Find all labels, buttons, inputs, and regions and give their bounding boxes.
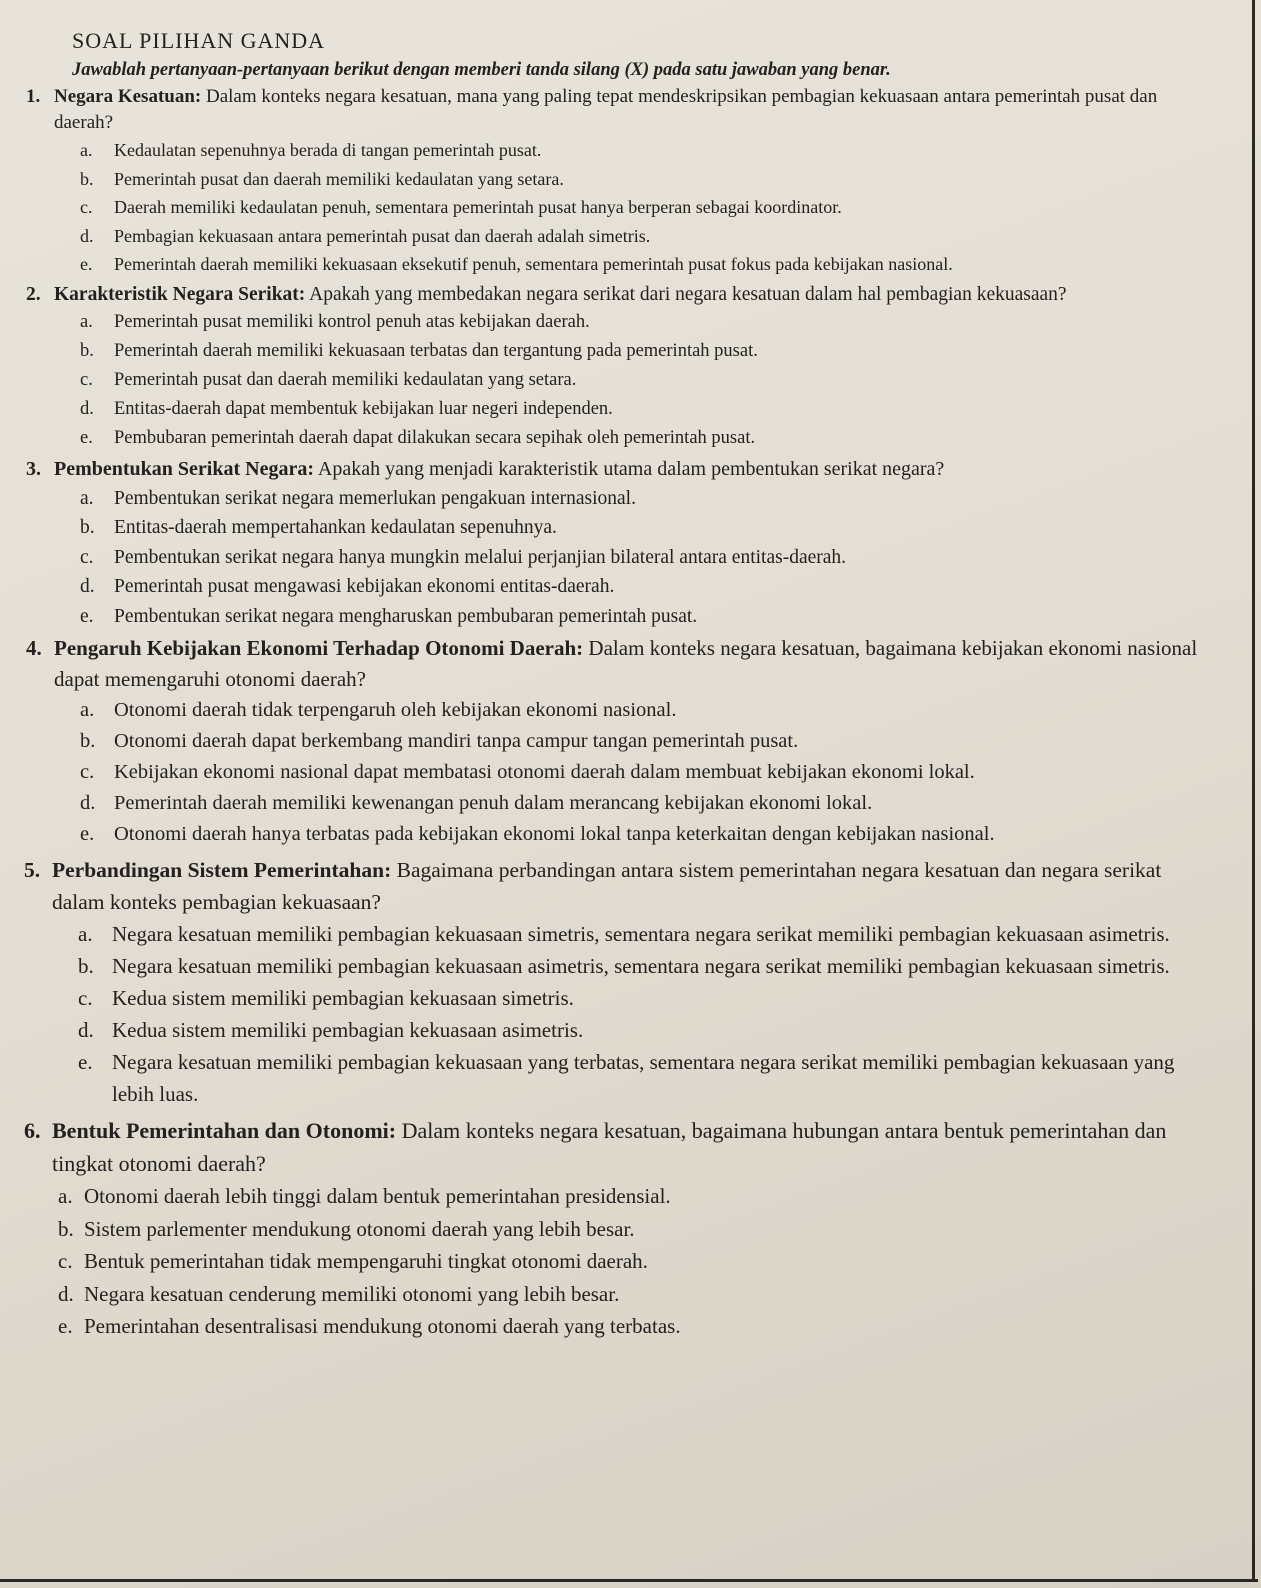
answer-option[interactable]	[78, 950, 1218, 982]
option-letter: c.	[80, 369, 93, 390]
answer-option[interactable]	[80, 572, 1218, 602]
option-text: Pemerintah pusat dan daerah memiliki kedaulatan yang setara.	[114, 168, 564, 189]
option-text: Pembentukan serikat negara memerlukan pengakuan internasional.	[114, 487, 636, 509]
answer-option[interactable]	[80, 513, 1218, 543]
section-title: SOAL PILIHAN GANDA	[72, 28, 326, 53]
question-stem	[26, 633, 1218, 695]
question-text-wrapper	[52, 854, 1218, 918]
instruction-text: Jawablah pertanyaan-pertanyaan berikut dengan memberi tanda silang (X) pada satu jawaban yang benar.	[72, 60, 891, 80]
option-text: Pembentukan serikat negara hanya mungkin melalui perjanjian bilateral antara entitas-daerah.	[114, 546, 847, 568]
question-4	[26, 633, 1218, 850]
option-text: Pemerintahan desentralisasi mendukung otonomi daerah yang terbatas.	[84, 1314, 681, 1338]
question-text-wrapper	[54, 84, 1218, 136]
option-text: Negara kesatuan cenderung memiliki otonomi yang lebih besar.	[84, 1281, 620, 1306]
question-text-wrapper	[54, 281, 1218, 308]
question-topic: Pengaruh Kebijakan Ekonomi Terhadap Otonomi Daerah:	[54, 636, 584, 660]
option-letter: c.	[80, 546, 94, 568]
question-number: 3.	[26, 457, 41, 480]
answer-option[interactable]	[80, 222, 1218, 251]
option-letter: b.	[78, 954, 94, 978]
answer-option[interactable]	[80, 395, 1218, 424]
option-letter: a.	[80, 311, 93, 332]
option-text: Daerah memiliki kedaulatan penuh, sementara pemerintah pusat hanya berperan sebagai koordinator.	[114, 197, 842, 217]
answer-option[interactable]	[58, 1310, 1218, 1343]
answer-option[interactable]	[58, 1213, 1218, 1246]
answer-option[interactable]	[80, 543, 1218, 573]
option-letter: d.	[78, 1018, 94, 1042]
option-text: Pemerintah daerah memiliki kekuasaan eksekutif penuh, sementara pemerintah pusat fokus pada kebijakan nasional.	[114, 254, 953, 274]
question-text: Bagaimana perbandingan antara sistem pemerintahan negara kesatuan dan negara serikat dalam konteks pembagian kekuasaan?	[52, 858, 1162, 914]
option-letter: d.	[58, 1281, 74, 1306]
option-letter: d.	[80, 398, 94, 419]
option-letter: e.	[80, 254, 93, 274]
question-text: Dalam konteks negara kesatuan, bagaimana kebijakan ekonomi nasional dapat memengaruhi otonomi daerah?	[54, 636, 1198, 691]
question-list	[24, 84, 1218, 1343]
answer-option[interactable]	[78, 1014, 1218, 1046]
question-text: Apakah yang menjadi karakteristik utama dalam pembentukan serikat negara?	[317, 457, 945, 480]
option-text: Pemerintah daerah memiliki kekuasaan terbatas dan tergantung pada pemerintah pusat.	[114, 340, 758, 361]
question-text: Dalam konteks negara kesatuan, mana yang paling tepat mendeskripsikan pembagian kekuasaan antara pemerintah pusat dan daerah?	[54, 86, 1158, 133]
question-number: 5.	[24, 858, 41, 882]
question-stem	[24, 1114, 1218, 1180]
answer-option[interactable]	[80, 726, 1218, 757]
answer-option[interactable]	[58, 1180, 1218, 1213]
option-letter: a.	[80, 140, 93, 160]
option-text: Pemerintah pusat dan daerah memiliki kedaulatan yang setara.	[114, 369, 577, 390]
option-text: Kedua sistem memiliki pembagian kekuasaan asimetris.	[112, 1018, 584, 1042]
option-text: Negara kesatuan memiliki pembagian kekuasaan asimetris, sementara negara serikat memiliki pembagian kekuasaan simetris.	[112, 954, 1170, 978]
page-frame-right-border	[1252, 0, 1255, 1580]
option-text: Kedua sistem memiliki pembagian kekuasaan simetris.	[112, 986, 574, 1010]
option-text: Otonomi daerah tidak terpengaruh oleh kebijakan ekonomi nasional.	[114, 699, 677, 721]
answer-option[interactable]	[80, 757, 1218, 788]
question-number: 2.	[26, 283, 41, 305]
question-text: Apakah yang membedakan negara serikat dari negara kesatuan dalam hal pembagian kekuasaan?	[309, 283, 1067, 305]
option-text: Pemerintah pusat memiliki kontrol penuh atas kebijakan daerah.	[114, 311, 590, 332]
question-text: Dalam konteks negara kesatuan, bagaimana hubungan antara bentuk pemerintahan dan tingkat otonomi daerah?	[52, 1118, 1167, 1176]
option-text: Bentuk pemerintahan tidak mempengaruhi tingkat otonomi daerah.	[84, 1249, 648, 1273]
answer-option[interactable]	[80, 695, 1218, 726]
answer-options	[24, 1180, 1218, 1343]
answer-option[interactable]	[80, 602, 1218, 632]
answer-options	[26, 136, 1218, 279]
question-text-wrapper	[54, 455, 1218, 484]
answer-options	[26, 308, 1218, 453]
option-letter: e.	[80, 823, 95, 845]
option-letter: b.	[80, 340, 94, 361]
option-letter: e.	[80, 427, 93, 448]
answer-option[interactable]	[80, 308, 1218, 337]
option-letter: a.	[78, 922, 93, 946]
question-6	[24, 1114, 1218, 1343]
option-text: Otonomi daerah hanya terbatas pada kebijakan ekonomi lokal tanpa keterkaitan dengan kebijakan nasional.	[114, 823, 995, 845]
answer-option[interactable]	[80, 424, 1218, 453]
answer-option[interactable]	[80, 819, 1218, 850]
option-letter: e.	[78, 1050, 93, 1074]
page-frame-bottom-border	[0, 1579, 1258, 1582]
answer-options	[26, 695, 1218, 850]
option-letter: a.	[80, 699, 95, 721]
answer-option[interactable]	[80, 250, 1218, 279]
option-letter: c.	[58, 1249, 73, 1273]
option-text: Pembentukan serikat negara mengharuskan pembubaran pemerintah pusat.	[114, 605, 698, 627]
question-1	[26, 84, 1218, 279]
answer-option[interactable]	[80, 484, 1218, 514]
option-text: Negara kesatuan memiliki pembagian kekuasaan yang terbatas, sementara negara serikat memiliki pembagian kekuasaan yang lebih luas.	[112, 1050, 1175, 1106]
answer-option[interactable]	[80, 788, 1218, 819]
option-letter: c.	[78, 986, 93, 1010]
worksheet-content	[24, 26, 1218, 1343]
option-letter: c.	[80, 761, 95, 783]
answer-option[interactable]	[78, 918, 1218, 950]
option-letter: b.	[80, 517, 95, 538]
option-letter: e.	[80, 605, 94, 627]
option-text: Kedaulatan sepenuhnya berada di tangan pemerintah pusat.	[114, 140, 542, 160]
option-letter: c.	[80, 197, 93, 217]
option-letter: d.	[80, 225, 94, 246]
answer-option[interactable]	[80, 136, 1218, 165]
answer-option[interactable]	[78, 1046, 1218, 1110]
question-text-wrapper	[52, 1114, 1218, 1180]
answer-option[interactable]	[80, 337, 1218, 366]
question-topic: Negara Kesatuan:	[54, 86, 202, 107]
option-text: Kebijakan ekonomi nasional dapat membatasi otonomi daerah dalam membuat kebijakan ekonomi lokal.	[114, 761, 975, 783]
answer-option[interactable]	[58, 1278, 1218, 1311]
answer-options	[24, 918, 1218, 1110]
question-stem	[26, 84, 1218, 136]
answer-option[interactable]	[80, 165, 1218, 194]
question-2	[26, 281, 1218, 453]
question-text-wrapper	[54, 633, 1218, 695]
question-topic: Bentuk Pemerintahan dan Otonomi:	[52, 1118, 397, 1143]
question-topic: Karakteristik Negara Serikat:	[54, 283, 306, 305]
option-text: Sistem parlementer mendukung otonomi daerah yang lebih besar.	[84, 1216, 635, 1241]
option-text: Otonomi daerah lebih tinggi dalam bentuk pemerintahan presidensial.	[84, 1184, 671, 1208]
question-5	[24, 854, 1218, 1110]
option-letter: b.	[80, 730, 96, 752]
option-text: Otonomi daerah dapat berkembang mandiri tanpa campur tangan pemerintah pusat.	[114, 730, 799, 752]
option-letter: b.	[58, 1216, 74, 1241]
option-letter: e.	[58, 1314, 73, 1338]
option-text: Entitas-daerah mempertahankan kedaulatan sepenuhnya.	[114, 517, 557, 538]
option-letter: a.	[58, 1184, 73, 1208]
option-letter: d.	[80, 576, 95, 597]
question-stem	[26, 281, 1218, 308]
question-number: 1.	[26, 86, 41, 107]
option-text: Pembagian kekuasaan antara pemerintah pusat dan daerah adalah simetris.	[114, 225, 651, 246]
option-text: Pembubaran pemerintah daerah dapat dilakukan secara sepihak oleh pemerintah pusat.	[114, 427, 756, 448]
option-text: Negara kesatuan memiliki pembagian kekuasaan simetris, sementara negara serikat memiliki pembagian kekuasaan asimetris.	[112, 922, 1170, 946]
option-letter: d.	[80, 792, 96, 814]
question-number: 4.	[26, 636, 42, 660]
question-stem	[24, 854, 1218, 918]
option-letter: a.	[80, 487, 94, 509]
question-stem	[26, 455, 1218, 484]
option-text: Pemerintah pusat mengawasi kebijakan ekonomi entitas-daerah.	[114, 576, 615, 597]
option-text: Entitas-daerah dapat membentuk kebijakan luar negeri independen.	[114, 398, 613, 419]
answer-option[interactable]	[58, 1245, 1218, 1278]
answer-option[interactable]	[80, 193, 1218, 222]
question-topic: Pembentukan Serikat Negara:	[54, 457, 314, 480]
question-3	[26, 455, 1218, 632]
question-number: 6.	[24, 1118, 41, 1143]
option-letter: b.	[80, 168, 94, 189]
option-text: Pemerintah daerah memiliki kewenangan penuh dalam merancang kebijakan ekonomi lokal.	[114, 792, 873, 814]
answer-options	[26, 484, 1218, 632]
question-topic: Perbandingan Sistem Pemerintahan:	[52, 858, 392, 882]
answer-option[interactable]	[80, 366, 1218, 395]
answer-option[interactable]	[78, 982, 1218, 1014]
